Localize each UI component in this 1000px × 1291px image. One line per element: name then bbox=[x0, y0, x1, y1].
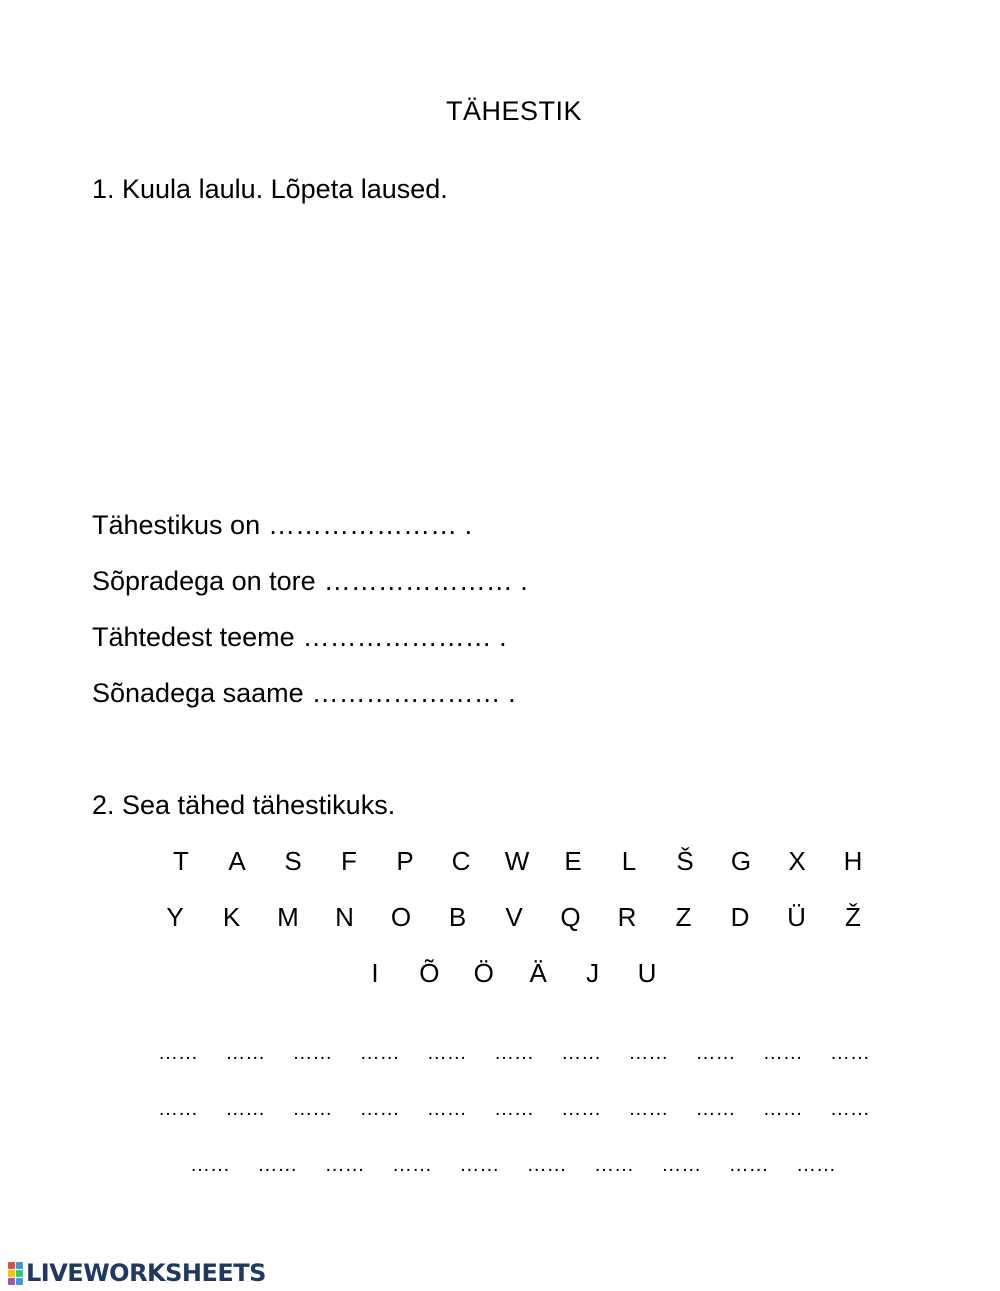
answer-slot[interactable]: …… bbox=[593, 1154, 634, 1176]
letter: O bbox=[390, 902, 412, 932]
sentence-text: Sõnadega saame bbox=[92, 678, 304, 708]
logo-block bbox=[16, 1278, 23, 1285]
task1-heading: 1. Kuula laulu. Lõpeta laused. bbox=[92, 174, 448, 204]
letter: B bbox=[448, 902, 467, 932]
letter-row-2 bbox=[160, 902, 868, 933]
answer-slot[interactable]: …… bbox=[359, 1098, 400, 1120]
sentence-text: Sõpradega on tore bbox=[92, 566, 316, 596]
answer-slot[interactable]: …… bbox=[762, 1098, 803, 1120]
sentence-line bbox=[92, 622, 507, 653]
letter: F bbox=[341, 846, 357, 876]
letter: Õ bbox=[419, 958, 440, 988]
answer-slot[interactable]: …… bbox=[795, 1154, 836, 1176]
answer-slot[interactable]: …… bbox=[459, 1154, 500, 1176]
logo-block bbox=[16, 1270, 23, 1277]
letter: S bbox=[284, 846, 302, 876]
letter: W bbox=[504, 846, 530, 876]
answer-blank[interactable]: ………………… . bbox=[302, 622, 507, 652]
answer-slot[interactable]: …… bbox=[391, 1154, 432, 1176]
letter: I bbox=[371, 958, 379, 988]
answer-slot[interactable]: …… bbox=[324, 1154, 365, 1176]
answer-slot[interactable]: …… bbox=[695, 1042, 736, 1064]
letter: Š bbox=[676, 846, 694, 876]
letter: M bbox=[277, 902, 299, 932]
letter: J bbox=[586, 958, 600, 988]
letter: X bbox=[788, 846, 806, 876]
sentence-text: Tähtedest teeme bbox=[92, 622, 295, 652]
letter-row-3 bbox=[360, 958, 662, 989]
answer-slot[interactable]: …… bbox=[695, 1098, 736, 1120]
letter: Y bbox=[166, 902, 184, 932]
letter: T bbox=[173, 846, 189, 876]
answer-blank[interactable]: ………………… . bbox=[311, 678, 516, 708]
answer-slot[interactable]: …… bbox=[158, 1098, 198, 1120]
letter: Ü bbox=[787, 902, 806, 932]
task2-heading: 2. Sea tähed tähestikuks. bbox=[92, 790, 396, 820]
answer-slot[interactable]: …… bbox=[628, 1098, 669, 1120]
answer-slot[interactable]: …… bbox=[158, 1042, 198, 1064]
answer-slot[interactable]: …… bbox=[829, 1042, 870, 1064]
letter: Z bbox=[675, 902, 692, 932]
letter: E bbox=[564, 846, 582, 876]
letter: Ä bbox=[529, 958, 547, 988]
letter: D bbox=[730, 902, 750, 932]
letter: N bbox=[335, 902, 354, 932]
answer-slot[interactable]: …… bbox=[190, 1154, 230, 1176]
liveworksheets-logo[interactable] bbox=[8, 1259, 266, 1287]
answer-slot[interactable]: …… bbox=[292, 1098, 333, 1120]
letter: G bbox=[730, 846, 752, 876]
letter: U bbox=[637, 958, 657, 988]
logo-block bbox=[8, 1270, 15, 1277]
answer-slot[interactable]: …… bbox=[728, 1154, 769, 1176]
logo-block bbox=[8, 1262, 15, 1269]
answer-slot[interactable]: …… bbox=[493, 1042, 534, 1064]
answer-slot[interactable]: …… bbox=[829, 1098, 870, 1120]
sentence-line bbox=[92, 678, 516, 709]
letter: R bbox=[617, 902, 637, 932]
answer-slot[interactable]: …… bbox=[257, 1154, 298, 1176]
answer-slot[interactable]: …… bbox=[359, 1042, 400, 1064]
answer-slot[interactable]: …… bbox=[292, 1042, 333, 1064]
letter: H bbox=[843, 846, 863, 876]
answer-blank[interactable]: ………………… . bbox=[268, 510, 473, 540]
answer-slot[interactable]: …… bbox=[493, 1098, 534, 1120]
sentence-line bbox=[92, 566, 528, 597]
letter: V bbox=[505, 902, 523, 932]
letter: A bbox=[228, 846, 246, 876]
answer-slot[interactable]: …… bbox=[426, 1098, 467, 1120]
sentence-text: Tähestikus on bbox=[92, 510, 261, 540]
logo-block bbox=[8, 1278, 15, 1285]
logo-block bbox=[16, 1262, 23, 1269]
letter: P bbox=[396, 846, 414, 876]
answer-slot[interactable]: …… bbox=[628, 1042, 669, 1064]
letter: K bbox=[222, 902, 241, 932]
letter: L bbox=[621, 846, 637, 876]
answer-slot[interactable]: …… bbox=[561, 1098, 602, 1120]
logo-text: LIVEWORKSHEETS bbox=[26, 1259, 266, 1287]
answer-row-3 bbox=[190, 1154, 836, 1177]
logo-icon bbox=[8, 1262, 23, 1285]
answer-slot[interactable]: …… bbox=[426, 1042, 467, 1064]
letter-row-1 bbox=[166, 846, 868, 877]
letter: Q bbox=[560, 902, 581, 932]
answer-slot[interactable]: …… bbox=[225, 1042, 266, 1064]
letter: Ž bbox=[845, 902, 861, 932]
answer-slot[interactable]: …… bbox=[661, 1154, 702, 1176]
letter: Ö bbox=[473, 958, 494, 988]
page-title: TÄHESTIK bbox=[445, 96, 583, 126]
answer-blank[interactable]: ………………… . bbox=[323, 566, 528, 596]
answer-slot[interactable]: …… bbox=[561, 1042, 602, 1064]
answer-row-1 bbox=[158, 1042, 870, 1065]
answer-slot[interactable]: …… bbox=[526, 1154, 567, 1176]
sentence-line bbox=[92, 510, 472, 541]
answer-slot[interactable]: …… bbox=[762, 1042, 803, 1064]
letter: C bbox=[451, 846, 471, 876]
answer-row-2 bbox=[158, 1098, 870, 1121]
answer-slot[interactable]: …… bbox=[225, 1098, 266, 1120]
